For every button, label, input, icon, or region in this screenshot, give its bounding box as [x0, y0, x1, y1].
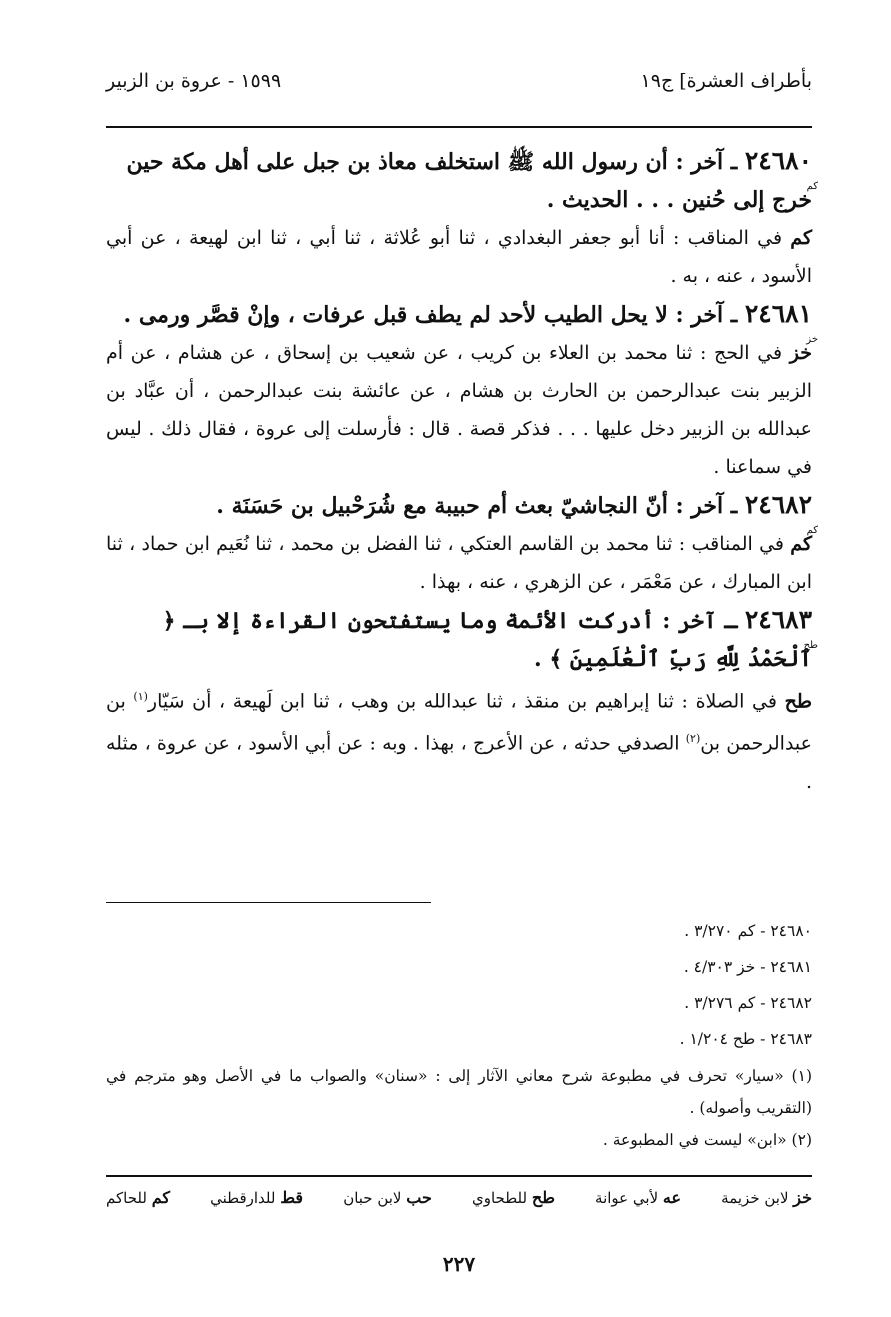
entry-body: الصدفي حدثه ، عن الأعرج ، بهذا . وبه : عن أبي الأسود ، عن عروة ، مثله . [106, 732, 812, 793]
entry-heading [106, 601, 818, 678]
abbreviation-item [595, 1188, 681, 1207]
entry-text [106, 219, 812, 295]
entry-text [106, 678, 812, 801]
abbreviation-name: لابن خزيمة [721, 1189, 794, 1207]
footnote: (٢) «ابن» ليست في المطبوعة . [602, 1131, 812, 1149]
abbreviation-code: طح [531, 1188, 555, 1207]
abbreviation-rule [106, 1175, 812, 1177]
entry-number: ٢٤٦٨٠ [744, 146, 812, 175]
abbreviation-name: للطحاوي [472, 1189, 532, 1207]
footnote-marker: (١) [133, 690, 148, 703]
entry-siglum: طح [803, 640, 818, 651]
header-volume: بأطراف العشرة] ج١٩ [640, 70, 812, 92]
entry-number: ٢٤٦٨٢ [744, 490, 812, 519]
entry-text [106, 525, 812, 601]
abbreviation-item [106, 1188, 170, 1207]
entry-body: بن عبدالرحمن بن [106, 690, 812, 755]
book-page [106, 70, 818, 1276]
source-code: كم [790, 227, 812, 249]
abbreviation-item [721, 1188, 812, 1207]
abbreviation-name: لابن حبان [343, 1189, 407, 1207]
footnote: (١) «سيار» تحرف في مطبوعة شرح معاني الآثار إلى : «سنان» والصواب ما في الأصل وهو مترجم في (التقريب وأصوله) . [106, 1067, 812, 1117]
entry-heading [106, 142, 818, 219]
abbreviation-code: قط [280, 1188, 304, 1207]
source-code: كم [790, 533, 812, 555]
abbreviation-code: كم [151, 1188, 170, 1207]
abbreviation-key [106, 1188, 812, 1207]
abbreviation-name: لأبي عوانة [595, 1189, 663, 1207]
entry-siglum: كم [806, 181, 818, 192]
source-code: طح [784, 690, 812, 713]
entry-heading [106, 295, 818, 345]
entry-body: في المناقب : ثنا محمد بن القاسم العتكي ، ثنا الفضل بن محمد ، ثنا نُعَيم ابن حماد ، ثنا ابن المبارك ، عن مَعْمَر ، عن الزهري ، عنه ، بهذا . [106, 533, 812, 593]
abbreviation-item [472, 1188, 555, 1207]
footnotes [106, 1060, 812, 1156]
page-body [106, 142, 818, 801]
reference-item: ٢٤٦٨٣ - طح ١/٢٠٤ . [679, 1030, 812, 1048]
reference-item: ٢٤٦٨٠ - كم ٣/٢٧٠ . [684, 922, 812, 940]
entry-body: في المناقب : أنا أبو جعفر البغدادي ، ثنا أبو عُلاثة ، ثنا أبي ، ثنا ابن لهيعة ، عن أبي الأسود ، عنه ، به . [106, 227, 812, 287]
entry-siglum: كم [806, 525, 818, 536]
abbreviation-name: للحاكم [106, 1189, 152, 1207]
entry-title: ـ آخر : لا يحل الطيب لأحد لم يطف قبل عرفات ، وإنْ قصَّر ورمى . [123, 302, 745, 328]
entry-text [106, 334, 812, 486]
abbreviation-code: خز [793, 1188, 812, 1207]
entry-title: ـ آخر : أن رسول الله ﷺ استخلف معاذ بن جبل على أهل مكة حين خرج إلى حُنين . . . الحديث . [126, 149, 812, 213]
entry-siglum: خز [806, 334, 818, 345]
entry-number: ٢٤٦٨١ [744, 299, 812, 328]
abbreviation-code: حب [406, 1188, 432, 1207]
entry-title: ـ آخر : أدركت الأئمة وما يستفتحون القراءة إلا بـ ﴿ ٱلْحَمْدُ لِلَّهِ رَبِّ ٱلْعَٰلَمِينَ ﴾ . [162, 608, 812, 672]
source-code: خز [789, 342, 812, 364]
running-header [106, 70, 812, 116]
reference-item: ٢٤٦٨٢ - كم ٣/٢٧٦ . [684, 994, 812, 1012]
entry-body: في الصلاة : ثنا إبراهيم بن منقذ ، ثنا عبدالله بن وهب ، ثنا ابن لَهيعة ، أن سَيّار [147, 690, 785, 713]
reference-list [680, 913, 812, 1057]
footnote-marker: (٢) [685, 732, 701, 746]
entry-body: في الحج : ثنا محمد بن العلاء بن كريب ، عن شعيب بن إسحاق ، عن هشام ، عن أم الزبير بنت عبدالرحمن بن الحارث بن هشام ، عن عائشة بنت عبدالرحمن ، أن عبَّاد بن عبدالله بن الزبير دخل عليها . . . فذكر قصة . قال : فأرسلت إلى عروة ، فقال ذلك . ليس في سماعنا . [106, 342, 812, 478]
entry-title: ـ آخر : أنّ النجاشيّ بعث أم حبيبة مع شُرَحْبيل بن حَسَنَة . [216, 493, 745, 519]
abbreviation-item [343, 1188, 432, 1207]
header-rule [106, 126, 812, 128]
abbreviation-code: عه [662, 1188, 682, 1207]
abbreviation-item [210, 1188, 303, 1207]
entry-heading [106, 486, 818, 536]
footnote-rule [106, 902, 431, 903]
header-section: ١٥٩٩ - عروة بن الزبير [106, 70, 282, 92]
entry-number: ٢٤٦٨٣ [744, 605, 812, 634]
page-number: ٢٢٧ [442, 1252, 476, 1276]
reference-item: ٢٤٦٨١ - خز ٤/٣٠٣ . [683, 958, 812, 976]
abbreviation-name: للدارقطني [210, 1189, 281, 1207]
